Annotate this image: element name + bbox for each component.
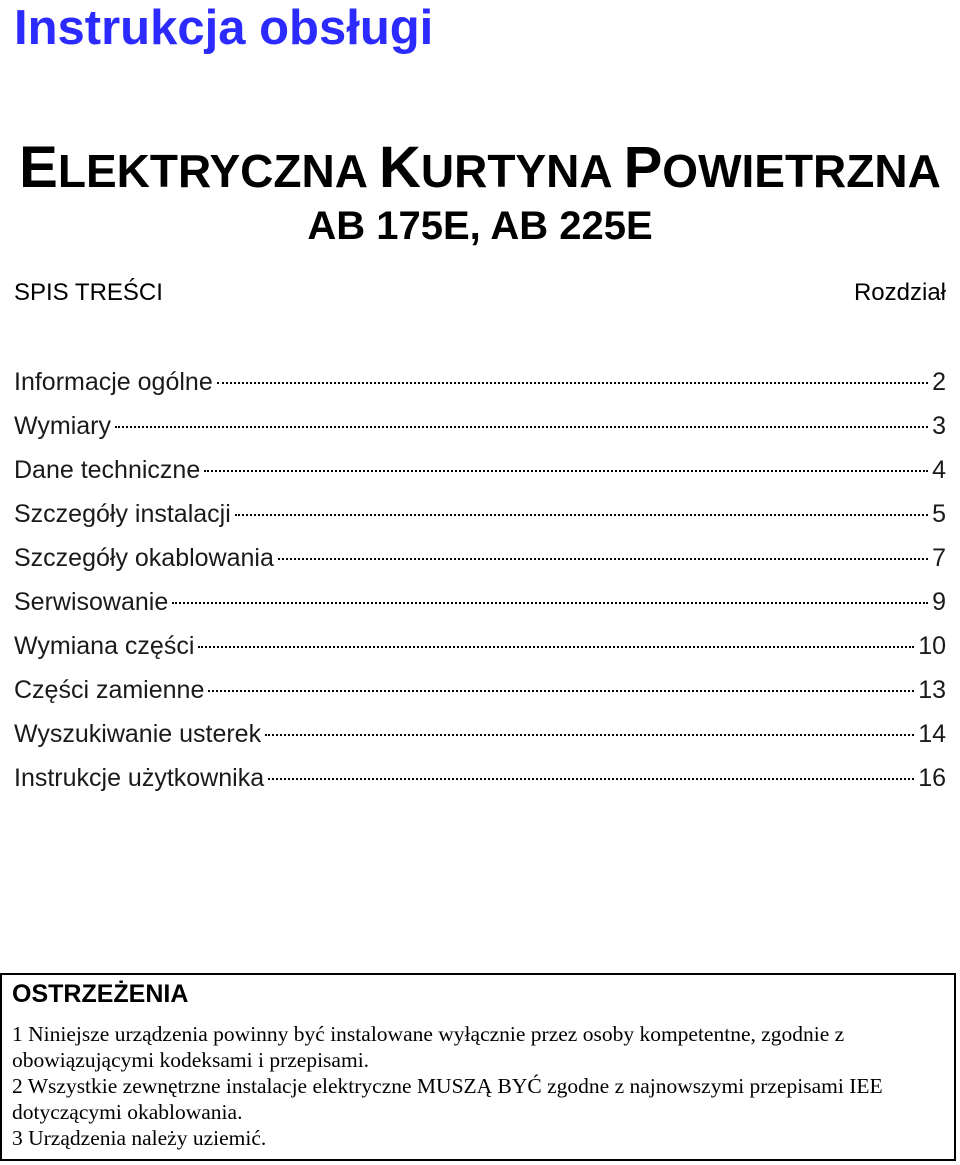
table-of-contents (14, 360, 946, 800)
toc-entry-page: 3 (932, 412, 946, 440)
title-word-1: ELEKTRYCZNA (19, 135, 367, 200)
toc-dot-leader (204, 470, 928, 472)
toc-entry[interactable] (14, 360, 946, 404)
warning-line-3: 3 Urządzenia należy uziemić. (12, 1126, 267, 1150)
toc-entry[interactable] (14, 536, 946, 580)
toc-entry-label: Wyszukiwanie usterek (14, 720, 262, 748)
toc-dot-leader (265, 734, 914, 736)
toc-entry[interactable] (14, 448, 946, 492)
toc-dot-leader (217, 382, 928, 384)
toc-entry-label: Wymiary (14, 412, 111, 440)
toc-entry-label: Szczegóły okablowania (14, 544, 274, 572)
warnings-text (12, 1021, 944, 1151)
warnings-box (0, 973, 956, 1161)
toc-entry-page: 9 (932, 588, 946, 616)
toc-dot-leader (235, 514, 928, 516)
warnings-title: OSTRZEŻENIA (12, 980, 189, 1008)
toc-entry-label: Części zamienne (14, 676, 205, 704)
toc-entry-label: Informacje ogólne (14, 368, 213, 396)
toc-entry-page: 2 (932, 368, 946, 396)
toc-entry-label: Szczegóły instalacji (14, 500, 231, 528)
toc-entry-page: 4 (932, 456, 946, 484)
toc-entry-page: 14 (918, 720, 946, 748)
toc-heading: SPIS TREŚCI (14, 279, 163, 306)
title-word-3: POWIETRZNA (623, 135, 941, 200)
toc-entry[interactable] (14, 624, 946, 668)
toc-dot-leader (198, 646, 914, 648)
toc-header (14, 276, 946, 310)
toc-entry-label: Wymiana części (14, 632, 195, 660)
document-title (0, 135, 960, 201)
toc-entry-page: 13 (918, 676, 946, 704)
toc-entry-page: 16 (918, 764, 946, 792)
toc-entry-page: 10 (918, 632, 946, 660)
toc-entry-page: 5 (932, 500, 946, 528)
toc-entry-label: Instrukcje użytkownika (14, 764, 265, 792)
toc-dot-leader (268, 778, 914, 780)
toc-dot-leader (278, 558, 928, 560)
toc-entry[interactable] (14, 404, 946, 448)
toc-entry[interactable] (14, 668, 946, 712)
warning-line-1: 1 Niniejsze urządzenia powinny być instalowane wyłącznie przez osoby kompetentne, zgodnie z obowiązującymi kodeksami i przepisami. (12, 1022, 845, 1072)
toc-dot-leader (172, 602, 928, 604)
toc-dot-leader (115, 426, 928, 428)
toc-entry-page: 7 (932, 544, 946, 572)
toc-column-label: Rozdział (853, 279, 946, 306)
title-word-2: KURTYNA (378, 135, 611, 200)
toc-dot-leader (208, 690, 914, 692)
toc-entry[interactable] (14, 712, 946, 756)
toc-entry-label: Dane techniczne (14, 456, 201, 484)
toc-entry-label: Serwisowanie (14, 588, 169, 616)
toc-entry[interactable] (14, 756, 946, 800)
header-title: Instrukcja obsługi (14, 1, 434, 55)
document-models: AB 175E, AB 225E (307, 204, 653, 248)
toc-entry[interactable] (14, 580, 946, 624)
toc-entry[interactable] (14, 492, 946, 536)
warning-line-2: 2 Wszystkie zewnętrzne instalacje elektryczne MUSZĄ BYĆ zgodne z najnowszymi przepisami IEE dotyczącymi okablowania. (12, 1074, 883, 1124)
